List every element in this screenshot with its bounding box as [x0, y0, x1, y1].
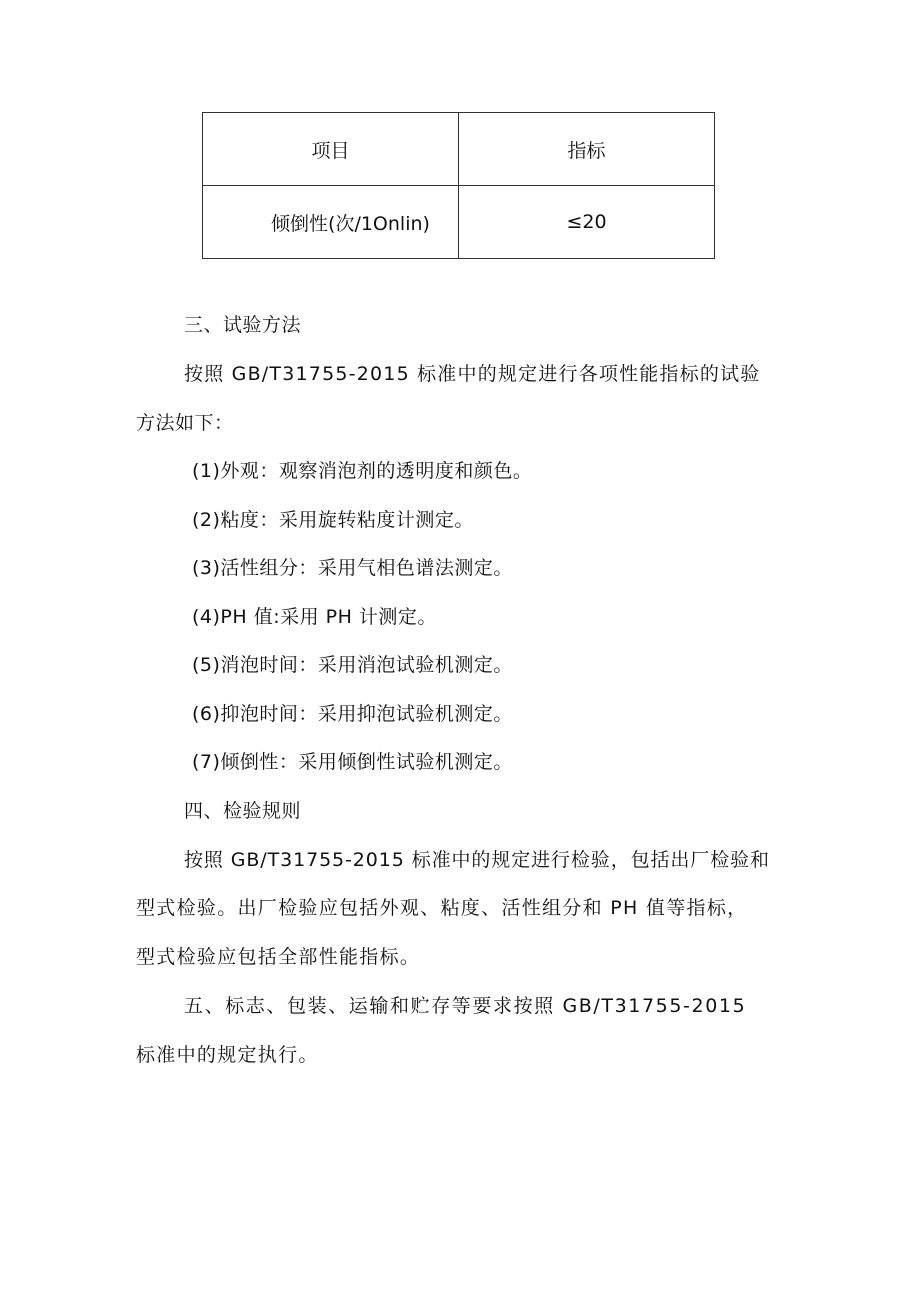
intro-text: 按照 GB/T31755-2015 标准中的规定进行各项性能指标的试验 — [184, 363, 761, 385]
list-item: (7)倾倒性：采用倾倒性试验机测定。 — [192, 751, 513, 773]
section3-intro-line2: 方法如下： — [136, 412, 234, 434]
table-header-row — [203, 113, 715, 186]
cell-item-label: 倾倒性(次/1Onlin) — [271, 212, 430, 235]
section4-heading: 四、检验规则 — [184, 800, 302, 822]
section4-line2: 型式检验。出厂检验应包括外观、粘度、活性组分和 PH 值等指标， — [136, 897, 748, 919]
list-item: (2)粘度：采用旋转粘度计测定。 — [192, 509, 474, 531]
list-item: (4)PH 值:采用 PH 计测定。 — [192, 606, 437, 628]
header-item: 项目 — [203, 113, 459, 186]
list-item: (1)外观：观察消泡剂的透明度和颜色。 — [192, 460, 533, 482]
list-item: (6)抑泡时间：采用抑泡试验机测定。 — [192, 703, 513, 725]
cell-item — [203, 186, 459, 259]
list-item: (3)活性组分：采用气相色谱法测定。 — [192, 557, 513, 579]
section5-line2: 标准中的规定执行。 — [136, 1044, 319, 1066]
section3-intro-line1 — [184, 362, 782, 386]
spec-table — [202, 112, 715, 259]
header-indicator: 指标 — [459, 113, 715, 186]
section4-line1: 按照 GB/T31755-2015 标准中的规定进行检验，包括出厂检验和 — [184, 849, 770, 871]
cell-indicator: ≤20 — [459, 186, 715, 259]
section3-heading: 三、试验方法 — [184, 314, 302, 336]
list-item: (5)消泡时间：采用消泡试验机测定。 — [192, 654, 513, 676]
table-row — [203, 186, 715, 259]
section4-line3: 型式检验应包括全部性能指标。 — [136, 946, 421, 968]
section5-line1: 五、标志、包装、运输和贮存等要求按照 GB/T31755-2015 — [184, 995, 747, 1017]
